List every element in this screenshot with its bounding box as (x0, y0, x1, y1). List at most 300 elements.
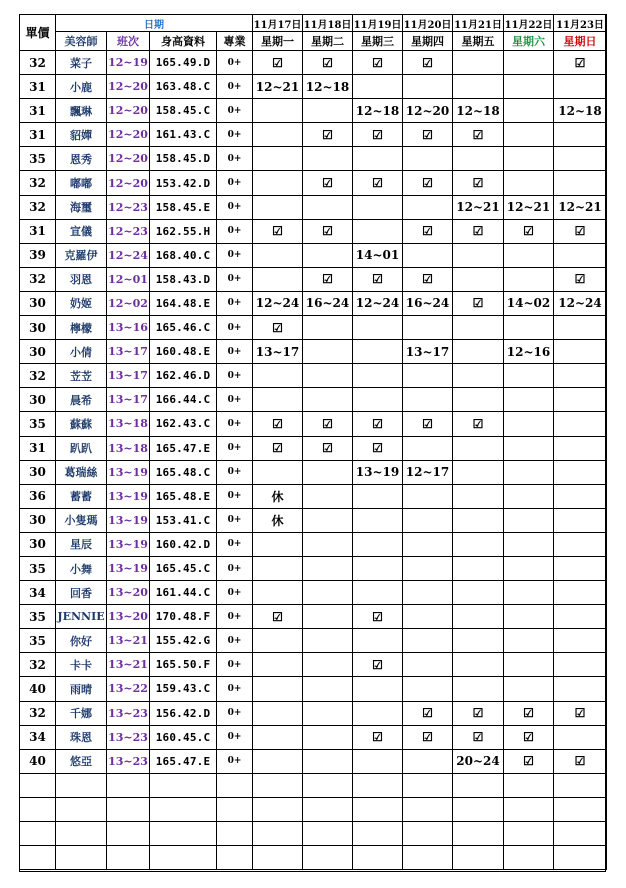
day-cell-wed (353, 147, 403, 171)
profession-cell: 0+ (217, 219, 253, 243)
blank-cell (504, 773, 554, 797)
beautician-name: 嘟嘟 (56, 171, 107, 195)
day-cell-fri: ☑ (453, 412, 504, 436)
weekday-header-sat: 星期六 (504, 32, 554, 51)
day-cell-wed: 14~01 (353, 243, 403, 267)
table-row (20, 749, 607, 773)
blank-cell (56, 797, 107, 821)
day-cell-sun (554, 725, 607, 749)
day-cell-mon (253, 364, 303, 388)
blank-cell (504, 797, 554, 821)
day-cell-sat (504, 412, 554, 436)
shift-cell: 13~17 (107, 388, 150, 412)
height-data-cell: 162.55.H (150, 219, 217, 243)
day-cell-wed (353, 701, 403, 725)
day-cell-sat (504, 267, 554, 291)
day-cell-fri (453, 51, 504, 75)
day-cell-thu (403, 556, 453, 580)
price-cell: 34 (20, 725, 56, 749)
height-data-cell: 162.43.C (150, 412, 217, 436)
table-row (20, 436, 607, 460)
day-cell-fri (453, 653, 504, 677)
day-cell-mon: 12~21 (253, 75, 303, 99)
day-cell-sun (554, 388, 607, 412)
profession-cell: 0+ (217, 51, 253, 75)
day-cell-sat (504, 532, 554, 556)
blank-cell (353, 822, 403, 846)
day-cell-thu: ☑ (403, 701, 453, 725)
table-row (20, 725, 607, 749)
beautician-name: JENNIE (56, 605, 107, 629)
blank-cell (353, 846, 403, 870)
day-cell-mon (253, 725, 303, 749)
shift-cell: 12~20 (107, 171, 150, 195)
day-cell-wed: ☑ (353, 412, 403, 436)
price-cell: 32 (20, 701, 56, 725)
beautician-name: 千娜 (56, 701, 107, 725)
day-cell-tue (303, 460, 353, 484)
profession-cell: 0+ (217, 340, 253, 364)
profession-cell: 0+ (217, 291, 253, 315)
profession-cell: 0+ (217, 605, 253, 629)
shift-cell: 13~20 (107, 605, 150, 629)
price-cell: 35 (20, 147, 56, 171)
height-data-cell: 155.42.G (150, 629, 217, 653)
day-cell-mon (253, 267, 303, 291)
day-cell-thu (403, 653, 453, 677)
day-cell-wed: ☑ (353, 267, 403, 291)
day-cell-fri (453, 484, 504, 508)
day-cell-mon: 休 (253, 508, 303, 532)
day-cell-wed (353, 581, 403, 605)
day-cell-fri (453, 316, 504, 340)
blank-cell (554, 822, 607, 846)
day-cell-tue: ☑ (303, 171, 353, 195)
profession-cell: 0+ (217, 412, 253, 436)
day-cell-fri (453, 243, 504, 267)
beautician-name: 菜子 (56, 51, 107, 75)
blank-row (20, 822, 607, 846)
day-cell-mon (253, 195, 303, 219)
day-cell-fri: ☑ (453, 171, 504, 195)
height-data-cell: 163.48.C (150, 75, 217, 99)
beautician-name: 苙苙 (56, 364, 107, 388)
blank-cell (150, 773, 217, 797)
beautician-name: 小鹿 (56, 75, 107, 99)
height-data-cell: 153.41.C (150, 508, 217, 532)
day-cell-tue (303, 605, 353, 629)
price-cell: 31 (20, 75, 56, 99)
shift-cell: 13~19 (107, 556, 150, 580)
day-cell-sat: 12~16 (504, 340, 554, 364)
day-cell-sun: 12~24 (554, 291, 607, 315)
profession-cell: 0+ (217, 532, 253, 556)
weekday-header-sun: 星期日 (554, 32, 607, 51)
day-cell-sun (554, 340, 607, 364)
weekday-header-fri: 星期五 (453, 32, 504, 51)
header-row-dates (20, 15, 607, 32)
day-cell-tue (303, 508, 353, 532)
shift-cell: 12~20 (107, 99, 150, 123)
beautician-name: 克羅伊 (56, 243, 107, 267)
shift-cell: 13~21 (107, 653, 150, 677)
day-cell-thu (403, 629, 453, 653)
price-cell: 35 (20, 605, 56, 629)
day-cell-thu (403, 532, 453, 556)
table-row (20, 581, 607, 605)
day-cell-sun (554, 484, 607, 508)
day-cell-thu (403, 316, 453, 340)
day-cell-sat (504, 605, 554, 629)
table-row (20, 75, 607, 99)
day-cell-tue (303, 364, 353, 388)
blank-cell (217, 822, 253, 846)
day-cell-wed: ☑ (353, 725, 403, 749)
blank-cell (56, 773, 107, 797)
price-cell: 34 (20, 581, 56, 605)
day-cell-thu: 12~17 (403, 460, 453, 484)
day-cell-sun: ☑ (554, 51, 607, 75)
price-cell: 31 (20, 99, 56, 123)
beautician-name: 海璽 (56, 195, 107, 219)
day-cell-tue: ☑ (303, 267, 353, 291)
day-cell-sun (554, 364, 607, 388)
price-header: 單價 (20, 15, 56, 51)
blank-cell (56, 822, 107, 846)
day-cell-tue: ☑ (303, 123, 353, 147)
day-cell-mon: ☑ (253, 316, 303, 340)
day-cell-sat (504, 123, 554, 147)
price-cell: 30 (20, 508, 56, 532)
day-cell-fri: 12~21 (453, 195, 504, 219)
beautician-name: 貂嬋 (56, 123, 107, 147)
table-row (20, 532, 607, 556)
day-cell-tue (303, 147, 353, 171)
profession-cell: 0+ (217, 364, 253, 388)
table-row (20, 484, 607, 508)
height-data-cell: 159.43.C (150, 677, 217, 701)
shift-cell: 13~17 (107, 340, 150, 364)
day-cell-sat (504, 508, 554, 532)
day-cell-sat (504, 99, 554, 123)
height-data-cell: 170.48.F (150, 605, 217, 629)
day-cell-wed (353, 364, 403, 388)
day-cell-sat (504, 171, 554, 195)
profession-cell: 0+ (217, 653, 253, 677)
blank-cell (107, 822, 150, 846)
table-row (20, 147, 607, 171)
beautician-name: 飄琳 (56, 99, 107, 123)
day-cell-mon (253, 388, 303, 412)
blank-cell (253, 822, 303, 846)
day-cell-mon (253, 677, 303, 701)
day-cell-sun: ☑ (554, 701, 607, 725)
beautician-name: 小舞 (56, 556, 107, 580)
profession-cell: 0+ (217, 749, 253, 773)
date-group-header: 日期 (56, 15, 253, 32)
day-cell-mon (253, 532, 303, 556)
beautician-name: 回香 (56, 581, 107, 605)
shift-cell: 12~20 (107, 123, 150, 147)
height-data-cell: 164.48.E (150, 291, 217, 315)
shift-cell: 13~19 (107, 460, 150, 484)
profession-header: 專業 (217, 32, 253, 51)
height-data-cell: 165.46.C (150, 316, 217, 340)
table-row (20, 123, 607, 147)
beautician-name: 奶姬 (56, 291, 107, 315)
day-cell-thu (403, 605, 453, 629)
blank-cell (554, 846, 607, 870)
day-cell-fri (453, 436, 504, 460)
day-cell-wed (353, 484, 403, 508)
date-header-wed: 11月19日 (353, 15, 403, 32)
blank-cell (303, 797, 353, 821)
beautician-name: 宣儀 (56, 219, 107, 243)
height-data-cell: 165.48.E (150, 484, 217, 508)
blank-cell (504, 846, 554, 870)
day-cell-wed (353, 388, 403, 412)
height-data-cell: 165.45.C (150, 556, 217, 580)
price-cell: 32 (20, 195, 56, 219)
day-cell-tue: ☑ (303, 436, 353, 460)
height-data-cell: 165.49.D (150, 51, 217, 75)
price-cell: 32 (20, 51, 56, 75)
profession-cell: 0+ (217, 725, 253, 749)
day-cell-fri (453, 677, 504, 701)
table-row (20, 364, 607, 388)
table-row (20, 219, 607, 243)
day-cell-wed: ☑ (353, 51, 403, 75)
day-cell-sun (554, 508, 607, 532)
date-header-thu: 11月20日 (403, 15, 453, 32)
day-cell-thu (403, 581, 453, 605)
table-row (20, 340, 607, 364)
shift-cell: 13~19 (107, 508, 150, 532)
day-cell-sun (554, 556, 607, 580)
height-data-cell: 168.40.C (150, 243, 217, 267)
day-cell-sun (554, 532, 607, 556)
beautician-name: 葛瑞絲 (56, 460, 107, 484)
price-cell: 32 (20, 171, 56, 195)
day-cell-mon (253, 581, 303, 605)
day-cell-mon (253, 243, 303, 267)
day-cell-tue (303, 677, 353, 701)
table-row (20, 243, 607, 267)
day-cell-mon: ☑ (253, 51, 303, 75)
blank-cell (303, 773, 353, 797)
day-cell-mon: ☑ (253, 412, 303, 436)
weekday-header-thu: 星期四 (403, 32, 453, 51)
day-cell-thu (403, 75, 453, 99)
day-cell-sun (554, 243, 607, 267)
day-cell-sat (504, 460, 554, 484)
height-data-cell: 160.42.D (150, 532, 217, 556)
day-cell-mon: ☑ (253, 605, 303, 629)
profession-cell: 0+ (217, 629, 253, 653)
day-cell-fri (453, 388, 504, 412)
day-cell-sun (554, 147, 607, 171)
blank-cell (150, 797, 217, 821)
day-cell-fri (453, 508, 504, 532)
day-cell-mon: 12~24 (253, 291, 303, 315)
day-cell-wed (353, 749, 403, 773)
day-cell-mon: ☑ (253, 436, 303, 460)
day-cell-thu (403, 484, 453, 508)
date-header-sun: 11月23日 (554, 15, 607, 32)
day-cell-sun (554, 581, 607, 605)
day-cell-fri (453, 532, 504, 556)
shift-header: 班次 (107, 32, 150, 51)
day-cell-wed: 12~24 (353, 291, 403, 315)
day-cell-sat (504, 629, 554, 653)
table-row (20, 460, 607, 484)
price-cell: 32 (20, 267, 56, 291)
day-cell-sat (504, 388, 554, 412)
shift-cell: 12~20 (107, 147, 150, 171)
blank-cell (403, 773, 453, 797)
day-cell-thu: ☑ (403, 51, 453, 75)
table-row (20, 653, 607, 677)
price-cell: 40 (20, 749, 56, 773)
day-cell-mon (253, 460, 303, 484)
day-cell-mon (253, 556, 303, 580)
table-row (20, 629, 607, 653)
price-cell: 31 (20, 436, 56, 460)
profession-cell: 0+ (217, 171, 253, 195)
day-cell-wed: ☑ (353, 436, 403, 460)
blank-cell (253, 846, 303, 870)
day-cell-wed (353, 340, 403, 364)
day-cell-sat: 12~21 (504, 195, 554, 219)
blank-cell (107, 773, 150, 797)
height-data-cell: 160.48.E (150, 340, 217, 364)
table-row (20, 556, 607, 580)
blank-cell (504, 822, 554, 846)
blank-cell (453, 773, 504, 797)
blank-cell (554, 773, 607, 797)
day-cell-sun (554, 629, 607, 653)
day-cell-sun (554, 436, 607, 460)
blank-cell (403, 822, 453, 846)
shift-cell: 13~23 (107, 749, 150, 773)
profession-cell: 0+ (217, 267, 253, 291)
day-cell-thu (403, 677, 453, 701)
day-cell-thu (403, 508, 453, 532)
day-cell-thu: ☑ (403, 412, 453, 436)
day-cell-tue (303, 556, 353, 580)
profession-cell: 0+ (217, 484, 253, 508)
day-cell-mon (253, 147, 303, 171)
price-cell: 30 (20, 388, 56, 412)
profession-cell: 0+ (217, 508, 253, 532)
day-cell-sat: ☑ (504, 749, 554, 773)
day-cell-sat (504, 484, 554, 508)
day-cell-wed: 13~19 (353, 460, 403, 484)
blank-cell (107, 846, 150, 870)
day-cell-fri (453, 629, 504, 653)
day-cell-thu (403, 388, 453, 412)
day-cell-wed: ☑ (353, 653, 403, 677)
day-cell-sat (504, 677, 554, 701)
day-cell-sun: 12~18 (554, 99, 607, 123)
day-cell-sat: ☑ (504, 701, 554, 725)
weekday-header-wed: 星期三 (353, 32, 403, 51)
day-cell-fri: ☑ (453, 219, 504, 243)
price-cell: 30 (20, 291, 56, 315)
day-cell-thu: ☑ (403, 123, 453, 147)
day-cell-sun: ☑ (554, 749, 607, 773)
day-cell-tue (303, 532, 353, 556)
day-cell-thu (403, 147, 453, 171)
shift-cell: 13~18 (107, 412, 150, 436)
beautician-name: 羽恩 (56, 267, 107, 291)
day-cell-tue: ☑ (303, 219, 353, 243)
shift-cell: 12~24 (107, 243, 150, 267)
day-cell-tue (303, 581, 353, 605)
shift-cell: 13~16 (107, 316, 150, 340)
day-cell-thu (403, 364, 453, 388)
day-cell-tue (303, 388, 353, 412)
beautician-name: 卡卡 (56, 653, 107, 677)
day-cell-wed (353, 508, 403, 532)
price-cell: 39 (20, 243, 56, 267)
day-cell-sat (504, 75, 554, 99)
profession-cell: 0+ (217, 388, 253, 412)
day-cell-tue: 12~18 (303, 75, 353, 99)
price-cell: 30 (20, 460, 56, 484)
day-cell-mon (253, 629, 303, 653)
profession-cell: 0+ (217, 243, 253, 267)
profession-cell: 0+ (217, 195, 253, 219)
day-cell-fri: 12~18 (453, 99, 504, 123)
day-cell-wed (353, 316, 403, 340)
date-header-tue: 11月18日 (303, 15, 353, 32)
schedule-table (19, 14, 607, 870)
price-cell: 35 (20, 629, 56, 653)
day-cell-sun (554, 653, 607, 677)
shift-cell: 12~20 (107, 75, 150, 99)
table-row (20, 171, 607, 195)
date-header-sat: 11月22日 (504, 15, 554, 32)
weekday-header-tue: 星期二 (303, 32, 353, 51)
blank-cell (150, 822, 217, 846)
day-cell-sun (554, 677, 607, 701)
shift-cell: 13~19 (107, 484, 150, 508)
day-cell-thu: ☑ (403, 219, 453, 243)
day-cell-sat (504, 436, 554, 460)
day-cell-sun (554, 123, 607, 147)
profession-cell: 0+ (217, 99, 253, 123)
day-cell-fri (453, 460, 504, 484)
beautician-name: 小隻瑪 (56, 508, 107, 532)
blank-cell (217, 797, 253, 821)
day-cell-sat (504, 316, 554, 340)
day-cell-sat (504, 51, 554, 75)
height-data-cell: 162.46.D (150, 364, 217, 388)
height-data-cell: 156.42.D (150, 701, 217, 725)
beautician-name: 蓄蓄 (56, 484, 107, 508)
table-row (20, 99, 607, 123)
table-row (20, 267, 607, 291)
day-cell-thu: ☑ (403, 171, 453, 195)
day-cell-tue (303, 749, 353, 773)
height-data-cell: 165.47.E (150, 436, 217, 460)
day-cell-mon (253, 653, 303, 677)
day-cell-tue (303, 629, 353, 653)
day-cell-fri: ☑ (453, 123, 504, 147)
beautician-name: 檸檬 (56, 316, 107, 340)
profession-cell: 0+ (217, 460, 253, 484)
